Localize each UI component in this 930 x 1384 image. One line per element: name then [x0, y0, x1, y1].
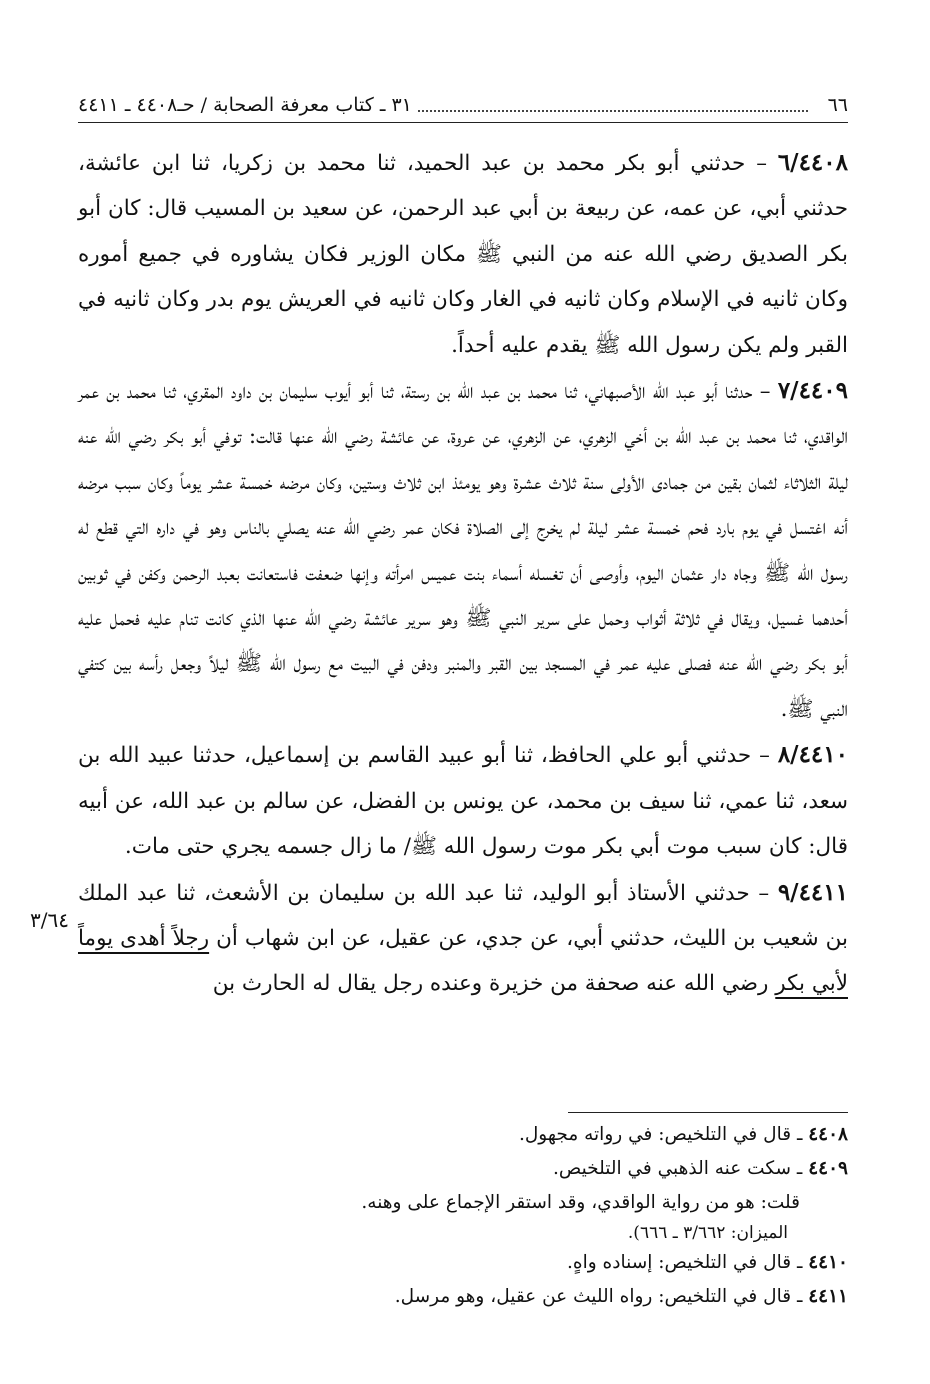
hadith-number: ٦/٤٤٠٨	[777, 149, 848, 176]
margin-page-reference: ٣/٦٤	[30, 908, 69, 932]
hadith-text: – حدثنا أبو عبد الله الأصبهاني، ثنا محمد بن عبد الله بن رستة، ثنا أبو أيوب سليمان بن داود المقري، ثنا محمد بن عمر الواقدي، ثنا محمد بن عبد الله بن أخي الزهري، عن الزهري، عن عروة، عن عائشة رضي الله عنها قالت: توفي أبو بكر رضي الله عنه ليلة الثلاثاء لثمان بقين من جمادى الأولى سنة ثلاث عشرة وهو يومئذ ابن ثلاث وستين، وكان مرضه خمسة عشر يوماً وكان سبب مرضه أنه اغتسل في يوم بارد فحم خمسة عشر ليلة لم يخرج إلى الصلاة فكان عمر رضي الله عنه يصلي بالناس وهو في داره التي قطع له رسول الله ﷺ وجاه دار عثمان اليوم، وأوصى أن تغسله أسماء بنت عميس امرأته وإنها ضعفت فاستعانت بعبد الرحمن وكفن في ثوبين أحدهما غسيل، ويقال في ثلاثة أثواب وحمل على سرير النبي ﷺ وهو سرير عائشة رضي الله عنها الذي كانت تنام عليه فحمل عليه أبو بكر رضي الله عنه فصلى عليه عمر في المسجد بين القبر والمنبر ودفن في البيت مع رسول الله ﷺ ليلاً وجعل رأسه بين كتفي النبي ﷺ.	[78, 379, 848, 722]
underlined-text: رجلاً أهدى يوماً لأبي بكر	[78, 925, 848, 997]
footnote-4410	[78, 1246, 848, 1280]
chapter-title: ٣١ ـ كتاب معرفة الصحابة / حـ٤٤٠٨ ـ ٤٤١١	[78, 94, 412, 116]
hadith-4409	[78, 368, 848, 732]
footnote-number: ٤٤١٠	[808, 1252, 848, 1273]
footnote-text: ـ قال في التلخيص: في رواته مجهول.	[518, 1124, 809, 1145]
hadith-number: ٧/٤٤٠٩	[777, 377, 848, 405]
hadith-4410	[78, 732, 848, 869]
footnote-4409	[78, 1152, 848, 1186]
hadith-4408	[78, 140, 848, 368]
hadith-text: – حدثني الأستاذ أبو الوليد، ثنا عبد الله بن سليمان بن الأشعث، ثنا عبد الملك بن شعيب بن الليث، حدثني أبي، عن جدي، عن عقيل، عن ابن شهاب أن	[78, 880, 848, 951]
footnote-4408	[78, 1118, 848, 1152]
footnote-number: ٤٤٠٩	[808, 1158, 848, 1179]
footnote-text: الميزان: ٣/٦٦٢ ـ ٦٦٦).	[627, 1223, 788, 1243]
footnote-text: قلت: هو من رواية الواقدي، وقد استقر الإجماع على وهنه.	[361, 1192, 800, 1213]
footnote-4411	[78, 1280, 848, 1314]
footnote-text: ـ سكت عنه الذهبي في التلخيص.	[553, 1158, 809, 1179]
footnote-text: ـ قال في التلخيص: رواه الليث عن عقيل، وهو مرسل.	[394, 1286, 809, 1307]
footnotes	[78, 1118, 848, 1314]
hadith-4411	[78, 870, 848, 1007]
footnote-text: ـ قال في التلخيص: إسناده واهٍ.	[567, 1252, 809, 1273]
footnote-divider	[568, 1112, 848, 1113]
hadith-text-continued: رضي الله عنه صحفة من خزيرة وعنده رجل يقال له الحارث بن	[212, 971, 776, 997]
footnote-number: ٤٤٠٨	[808, 1124, 848, 1145]
footnote-number: ٤٤١١	[808, 1286, 848, 1307]
footnote-4409-reference	[78, 1220, 848, 1246]
page-number: ٦٦	[827, 94, 848, 116]
footnote-4409-comment	[78, 1186, 848, 1220]
hadith-number: ٨/٤٤١٠	[777, 741, 848, 769]
hadith-number: ٩/٤٤١١	[777, 878, 848, 906]
hadith-text: – حدثني أبو بكر محمد بن عبد الحميد، ثنا محمد بن زكريا، ثنا ابن عائشة، حدثني أبي، عن عمه، عن ربيعة بن أبي عبد الرحمن، عن سعيد بن المسيب قال: كان أبو بكر الصديق رضي الله عنه من النبي ﷺ مكان الوزير فكان يشاوره في جميع أموره وكان ثانيه في الإسلام وكان ثانيه في الغار وكان ثانيه في العريش يوم بدر وكان ثانيه في القبر ولم يكن رسول الله ﷺ يقدم عليه أحداً.	[78, 151, 848, 358]
running-header	[78, 88, 848, 123]
main-text	[78, 140, 848, 1007]
header-dot-leader	[418, 98, 808, 112]
hadith-text: – حدثني أبو علي الحافظ، ثنا أبو عبيد القاسم بن إسماعيل، حدثنا عبيد الله بن سعد، ثنا عمي، ثنا سيف بن محمد، عن يونس بن الفضل، عن سالم بن عبد الله، عن أبيه قال: كان سبب موت أبي بكر موت رسول الله ﷺ/ ما زال جسمه يجري حتى مات.	[78, 743, 848, 860]
